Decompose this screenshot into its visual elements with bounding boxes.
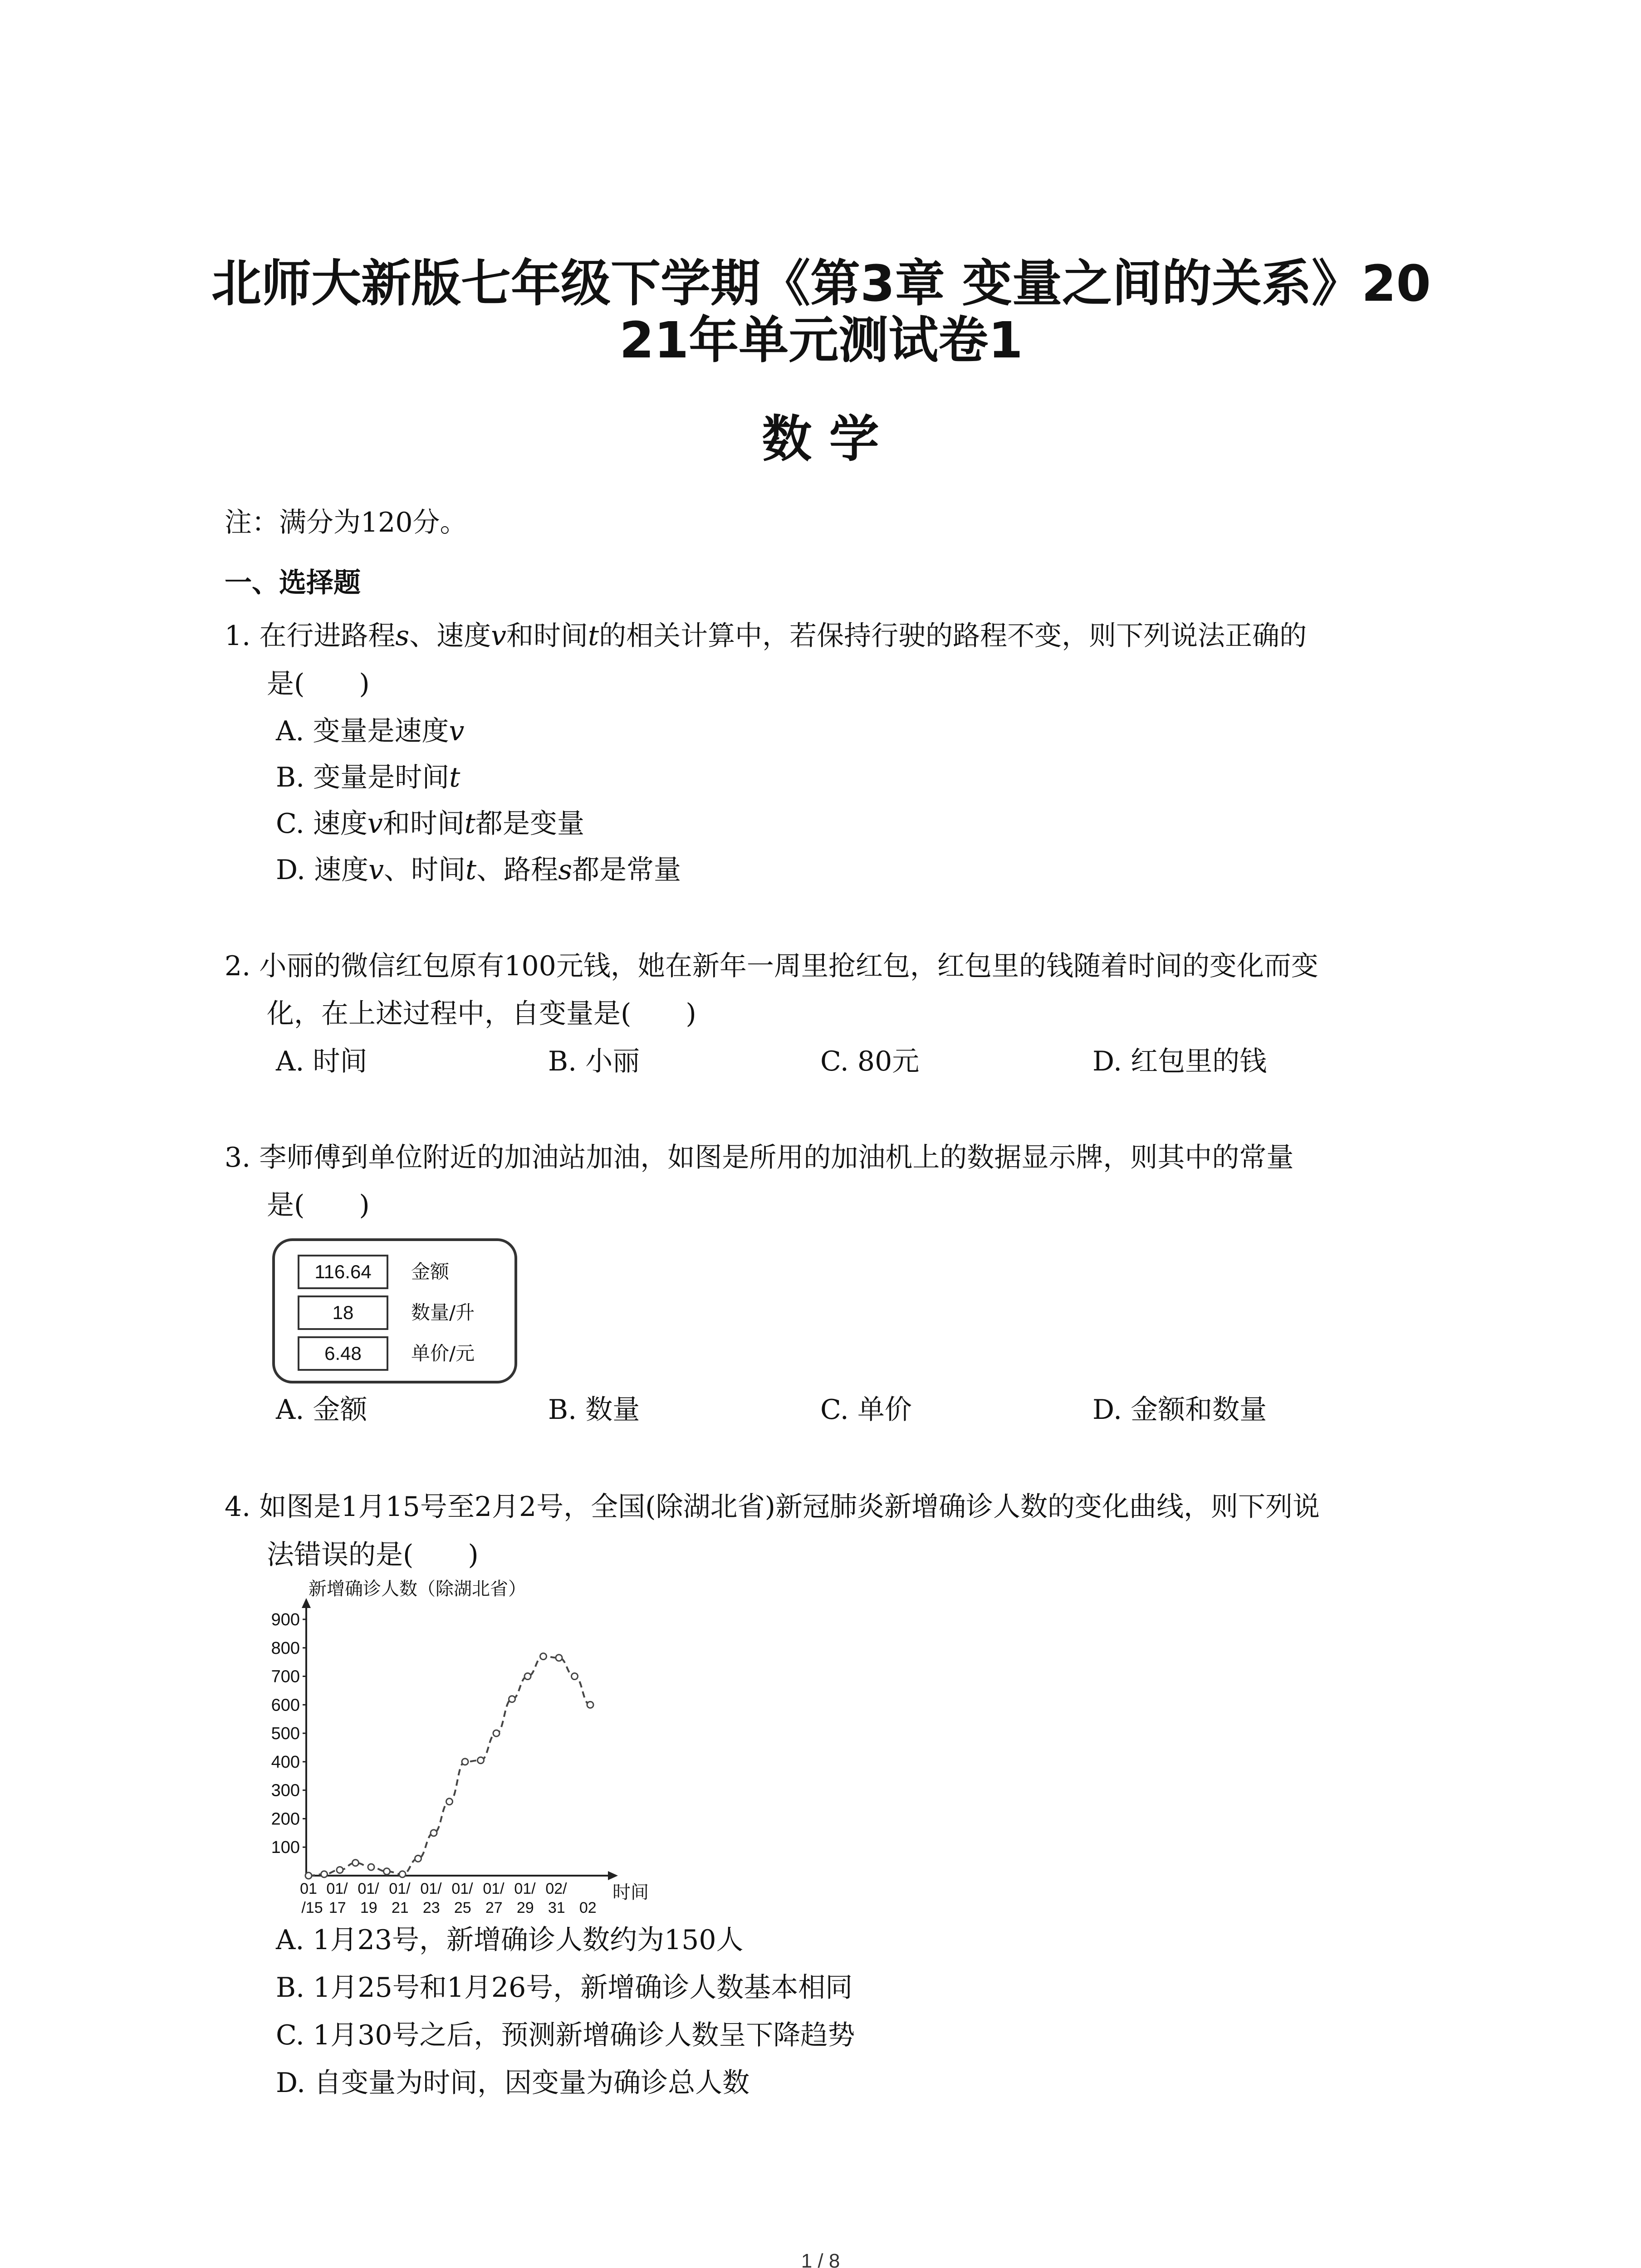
x-tick-label-bottom: 23 xyxy=(422,1899,440,1916)
q3-stem-line2: 是( ) xyxy=(267,1189,370,1221)
y-tick-label: 500 xyxy=(271,1724,300,1744)
data-point xyxy=(321,1871,328,1877)
q1-option-c: C. 速度v和时间t都是变量 xyxy=(276,808,584,840)
x-tick-label-top: 01 xyxy=(300,1880,317,1897)
y-tick-label: 900 xyxy=(271,1610,300,1629)
q4-option-d: D. 自变量为时间，因变量为确诊总人数 xyxy=(276,2067,750,2099)
q2-option-d: D. 红包里的钱 xyxy=(1092,1046,1267,1077)
quantity-label: 数量/升 xyxy=(411,1301,475,1324)
data-point xyxy=(556,1655,562,1661)
x-tick-label-top: 01/ xyxy=(389,1880,411,1897)
x-tick-label-bottom: 02 xyxy=(579,1899,597,1916)
q2-option-c: C. 80元 xyxy=(820,1046,920,1077)
y-tick-label: 100 xyxy=(271,1838,300,1857)
x-tick-label-bottom: 29 xyxy=(516,1899,534,1916)
data-point xyxy=(353,1860,359,1866)
data-point xyxy=(415,1855,421,1862)
unit-price-value-box: 6.48 xyxy=(298,1336,388,1371)
x-tick-label-bottom: 25 xyxy=(454,1899,471,1916)
y-axis-label: 新增确诊人数（除湖北省） xyxy=(309,1579,526,1599)
data-point xyxy=(337,1867,343,1873)
q4-stem-line2: 法错误的是( ) xyxy=(267,1539,479,1571)
y-tick-label: 700 xyxy=(271,1667,300,1686)
q3-option-c: C. 单价 xyxy=(820,1394,912,1426)
x-axis-label: 时间 xyxy=(612,1882,649,1902)
data-point xyxy=(509,1696,515,1702)
amount-value-box: 116.64 xyxy=(298,1255,388,1289)
data-point xyxy=(462,1759,468,1765)
q1-option-b: B. 变量是时间t xyxy=(276,762,460,793)
x-tick-label-top: 01/ xyxy=(451,1880,473,1897)
q3-option-b: B. 数量 xyxy=(548,1394,640,1426)
q3-stem-line1: 3. 李师傅到单位附近的加油站加油，如图是所用的加油机上的数据显示牌，则其中的常量 xyxy=(225,1142,1294,1173)
x-tick-label-bottom: /15 xyxy=(301,1899,323,1916)
x-axis-ticks xyxy=(300,1880,597,1916)
data-point xyxy=(399,1871,406,1877)
data-point xyxy=(305,1872,312,1879)
y-axis-arrow xyxy=(302,1598,311,1608)
x-tick-label-bottom: 17 xyxy=(328,1899,346,1916)
q2-option-a: A. 时间 xyxy=(276,1046,367,1077)
data-point xyxy=(587,1701,593,1708)
q1-stem-line2: 是( ) xyxy=(267,668,370,700)
x-tick-label-top: 01/ xyxy=(326,1880,348,1897)
amount-label: 金额 xyxy=(411,1261,450,1283)
q4-option-a: A. 1月23号，新增确诊人数约为150人 xyxy=(276,1924,744,1956)
q4-stem-line1: 4. 如图是1月15号至2月2号，全国(除湖北省)新冠肺炎新增确诊人数的变化曲线，则下列说 xyxy=(225,1491,1320,1523)
q3-option-a: A. 金额 xyxy=(276,1394,367,1426)
x-tick-label-bottom: 27 xyxy=(485,1899,503,1916)
document-title-line1: 北师大新版七年级下学期《第3章 变量之间的关系》20 xyxy=(211,254,1431,313)
data-point xyxy=(540,1653,547,1660)
y-tick-label: 300 xyxy=(271,1781,300,1800)
y-axis-ticks xyxy=(271,1610,306,1857)
data-point xyxy=(572,1673,578,1680)
new-cases-line-chart xyxy=(254,1579,662,1923)
q2-stem-line1: 2. 小丽的微信红包原有100元钱，她在新年一周里抢红包，红包里的钱随着时间的变化而变 xyxy=(225,950,1318,982)
q1-option-d: D. 速度v、时间t、路程s都是常量 xyxy=(276,854,681,886)
x-tick-label-bottom: 21 xyxy=(391,1899,409,1916)
q2-option-b: B. 小丽 xyxy=(548,1046,640,1077)
q4-option-c: C. 1月30号之后，预测新增确诊人数呈下降趋势 xyxy=(276,2019,855,2051)
x-axis-arrow xyxy=(608,1871,618,1880)
score-note: 注：满分为120分。 xyxy=(225,507,467,538)
quantity-value-box: 18 xyxy=(298,1295,388,1330)
y-tick-label: 800 xyxy=(271,1638,300,1658)
section-heading-choice: 一、选择题 xyxy=(225,567,361,599)
q1-stem-line1: 1. 在行进路程s、速度v和时间t的相关计算中，若保持行驶的路程不变，则下列说法正确的 xyxy=(225,620,1307,652)
x-tick-label-bottom: 19 xyxy=(360,1899,377,1916)
y-tick-label: 600 xyxy=(271,1696,300,1715)
q4-option-b: B. 1月25号和1月26号，新增确诊人数基本相同 xyxy=(276,1972,853,2004)
x-tick-label-top: 01/ xyxy=(514,1880,536,1897)
data-point xyxy=(478,1757,484,1764)
series-points xyxy=(305,1653,593,1879)
data-point xyxy=(493,1730,500,1736)
x-tick-label-top: 01/ xyxy=(358,1880,379,1897)
document-title-line2: 21年单元测试卷1 xyxy=(619,311,1023,369)
x-tick-label-top: 01/ xyxy=(420,1880,442,1897)
x-tick-label-top: 02/ xyxy=(545,1880,567,1897)
y-tick-label: 200 xyxy=(271,1809,300,1829)
data-point xyxy=(384,1868,390,1875)
data-point xyxy=(368,1864,374,1870)
chart-axes xyxy=(302,1598,618,1880)
q1-option-a: A. 变量是速度v xyxy=(276,715,465,747)
q3-option-d: D. 金额和数量 xyxy=(1092,1394,1267,1426)
y-tick-label: 400 xyxy=(271,1752,300,1772)
page-number: 1 / 8 xyxy=(801,2250,840,2268)
unit-price-label: 单价/元 xyxy=(411,1342,475,1364)
data-point xyxy=(446,1799,453,1805)
x-tick-label-top: 01/ xyxy=(483,1880,505,1897)
series-line xyxy=(309,1657,590,1876)
data-point xyxy=(431,1830,437,1836)
subject-heading: 数 学 xyxy=(762,410,879,468)
fuel-pump-display xyxy=(272,1238,517,1383)
x-tick-label-bottom: 31 xyxy=(548,1899,565,1916)
data-point xyxy=(524,1673,531,1680)
q2-stem-line2: 化，在上述过程中，自变量是( ) xyxy=(267,998,696,1030)
